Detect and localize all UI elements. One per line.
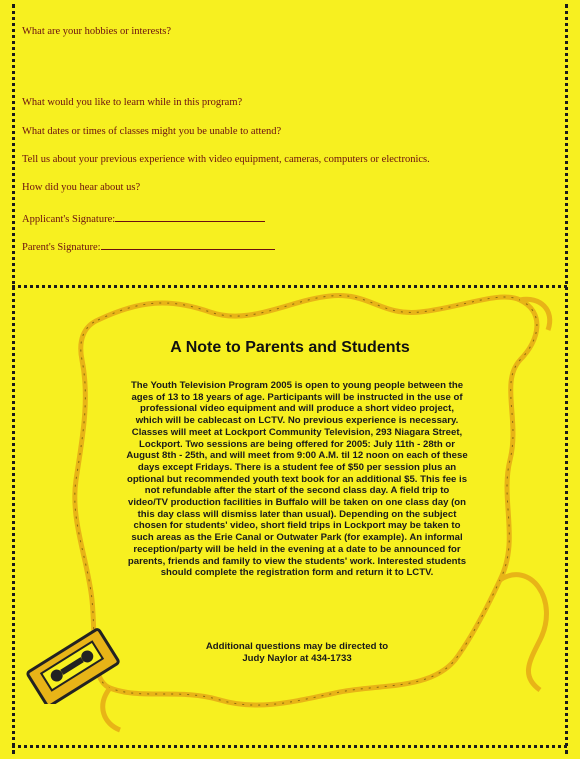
question-hobbies: What are your hobbies or interests? xyxy=(22,26,171,37)
note-contact xyxy=(126,641,468,665)
question-learn: What would you like to learn while in this program? xyxy=(22,97,243,108)
contact-line-2: Judy Naylor at 434-1733 xyxy=(242,653,352,664)
note-body: The Youth Television Program 2005 is open to young people between the ages of 13 to 18 years of age. Participants will be instructed in the use of professional video equipment and will produce a short video project, which will be cablecast on LCTV. No previous experience is necessary. Classes will meet at Lockport Community Television, 293 Niagara Street, Lockport. Two sessions are being offered for 2005: July 11th - 28th or August 8th - 25th, and will meet from 9:00 A.M. til 12 noon on each of these days except Fridays. There is a student fee of $50 per session plus an optional but recommended youth text book for an additional $5. This fee is not refundable after the start of the second class day. A field trip to video/TV production facilities in Buffalo will be taken on one class day (on this day class will dismiss later than usual). Depending on the subject chosen for students' video, short field trips in Lockport may be taken to such areas as the Erie Canal or Outwater Park (for example). An informal reception/party will be held in the evening at a date to be announced for parents, friends and family to view the students' work. Interested students should complete the registration form and return it to LCTV. xyxy=(126,380,468,579)
note-title: A Note to Parents and Students xyxy=(170,339,410,356)
question-dates: What dates or times of classes might you be unable to attend? xyxy=(22,126,282,137)
question-heard: How did you hear about us? xyxy=(22,182,141,193)
applicant-signature-label: Applicant's Signature: xyxy=(22,214,116,225)
question-experience: Tell us about your previous experience with video equipment, cameras, computers or electronics. xyxy=(22,154,430,165)
contact-line-1: Additional questions may be directed to xyxy=(205,641,389,652)
video-cassette-icon xyxy=(22,628,122,704)
parent-signature-label: Parent's Signature: xyxy=(22,242,101,253)
